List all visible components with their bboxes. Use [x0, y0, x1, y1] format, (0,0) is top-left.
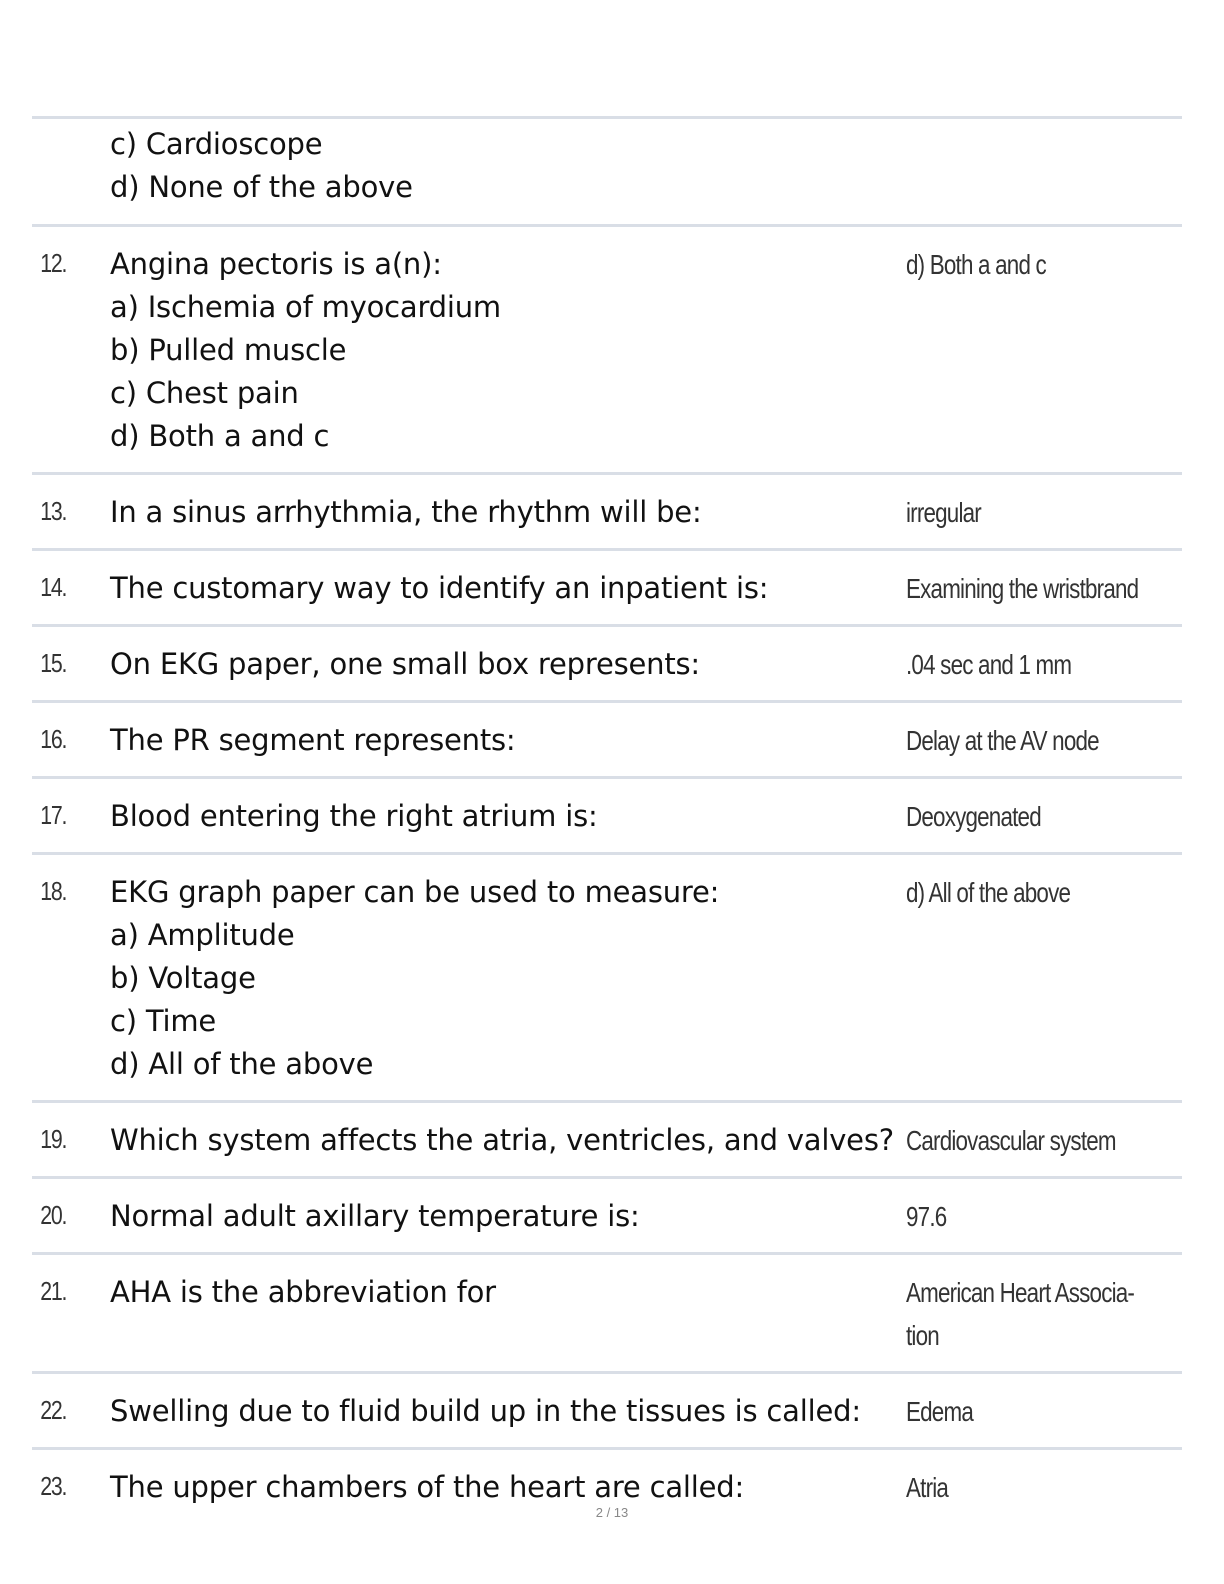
table-row [32, 779, 1182, 855]
answer-line: Cardiovascular system [906, 1125, 1116, 1156]
question-text [110, 567, 906, 610]
answer-text [906, 491, 1127, 534]
table-row [32, 703, 1182, 779]
answer-line: irregular [906, 497, 981, 528]
answer-text [906, 1271, 1134, 1357]
page-indicator: 2 / 13 [595, 1505, 629, 1520]
answer-text [906, 719, 1127, 762]
answer-text [906, 1195, 1127, 1238]
question-number: 13. [40, 496, 67, 526]
question-line: c) Chest pain [110, 376, 299, 410]
question-line: Swelling due to fluid build up in the tissues is called: [110, 1394, 861, 1428]
answer-line: d) All of the above [906, 877, 1071, 908]
question-line: b) Voltage [110, 961, 256, 995]
question-text [110, 871, 906, 1086]
answer-text [906, 795, 1127, 838]
question-text [110, 1119, 906, 1162]
answer-text [906, 1390, 1127, 1433]
question-line: d) All of the above [110, 1047, 374, 1081]
question-text [110, 491, 906, 534]
question-line: a) Amplitude [110, 918, 295, 952]
answer-line: American Heart Associa- [906, 1277, 1135, 1308]
table-row [32, 855, 1182, 1103]
question-line: c) Time [110, 1004, 217, 1038]
question-text [110, 1466, 906, 1509]
question-text [110, 1390, 906, 1433]
question-line: c) Cardioscope [110, 127, 323, 161]
question-line: The upper chambers of the heart are called: [110, 1470, 745, 1504]
table-row [32, 119, 1182, 227]
question-number: 16. [40, 724, 67, 754]
table-row [32, 227, 1182, 475]
table-row [32, 627, 1182, 703]
answer-line: tion [906, 1320, 939, 1351]
answer-line: d) Both a and c [906, 249, 1046, 280]
answer-text [906, 1119, 1127, 1162]
answer-line: Examining the wristbrand [906, 573, 1139, 604]
question-line: EKG graph paper can be used to measure: [110, 875, 720, 909]
question-text [110, 123, 906, 209]
question-number: 12. [40, 248, 67, 278]
question-number: 23. [40, 1471, 67, 1501]
table-row [32, 1103, 1182, 1179]
question-number: 18. [40, 876, 67, 906]
question-line: In a sinus arrhythmia, the rhythm will be: [110, 495, 702, 529]
question-text [110, 643, 906, 686]
question-text [110, 719, 906, 762]
answer-line: Edema [906, 1396, 973, 1427]
question-line: Normal adult axillary temperature is: [110, 1199, 640, 1233]
question-line: d) Both a and c [110, 419, 330, 453]
question-line: The PR segment represents: [110, 723, 516, 757]
table-row [32, 1374, 1182, 1450]
question-line: On EKG paper, one small box represents: [110, 647, 700, 681]
answer-line: Deoxygenated [906, 801, 1041, 832]
question-text [110, 1195, 906, 1238]
question-number: 17. [40, 800, 67, 830]
answer-text [906, 1466, 1127, 1509]
answer-line: .04 sec and 1 mm [906, 649, 1072, 680]
question-number: 20. [40, 1200, 67, 1230]
answer-line: Delay at the AV node [906, 725, 1099, 756]
table-row [32, 475, 1182, 551]
answer-line: 97.6 [906, 1201, 947, 1232]
flashcard-table [32, 116, 1182, 1523]
question-line: The customary way to identify an inpatient is: [110, 571, 769, 605]
question-line: b) Pulled muscle [110, 333, 347, 367]
question-number: 21. [40, 1276, 67, 1306]
question-number: 22. [40, 1395, 67, 1425]
answer-text [906, 243, 1127, 286]
question-text [110, 795, 906, 838]
question-text [110, 243, 906, 458]
answer-text [906, 643, 1127, 686]
answer-line: Atria [906, 1472, 949, 1503]
answer-text [906, 567, 1138, 610]
table-row [32, 1255, 1182, 1374]
question-line: Angina pectoris is a(n): [110, 247, 442, 281]
question-line: d) None of the above [110, 170, 413, 204]
answer-text [906, 871, 1127, 914]
question-line: Blood entering the right atrium is: [110, 799, 598, 833]
question-line: Which system affects the atria, ventricles, and valves? [110, 1123, 894, 1157]
question-text [110, 1271, 906, 1314]
question-number: 15. [40, 648, 67, 678]
question-line: a) Ischemia of myocardium [110, 290, 501, 324]
question-line: AHA is the abbreviation for [110, 1275, 496, 1309]
table-row [32, 551, 1182, 627]
table-row [32, 1179, 1182, 1255]
question-number: 19. [40, 1124, 67, 1154]
question-number: 14. [40, 572, 67, 602]
